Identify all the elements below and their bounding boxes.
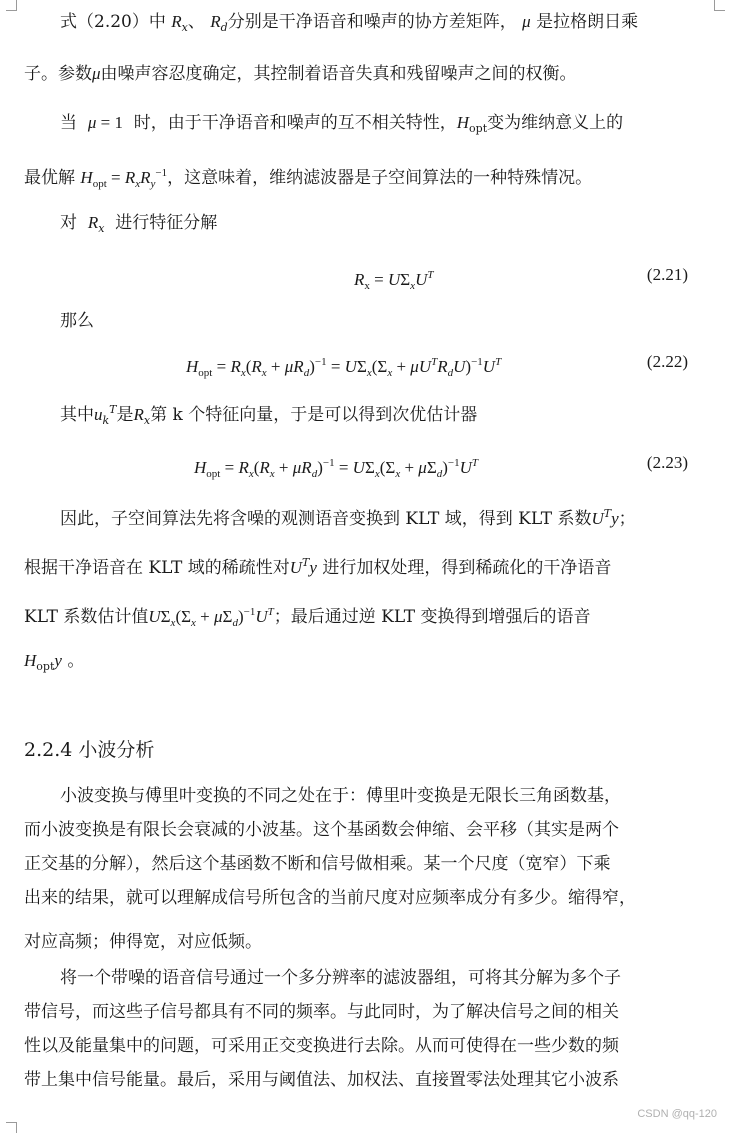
text-line: 正交基的分解），然后这个基函数不断和信号做相乘。某一个尺度（宽窄）下乘 bbox=[24, 854, 611, 874]
text-line: 带信号，而这些子信号都具有不同的频率。与此同时，为了解决信号之间的相关 bbox=[24, 1002, 619, 1022]
text-line: 带上集中信号能量。最后，采用与阈值法、加权法、直接置零法处理其它小波系 bbox=[24, 1070, 619, 1090]
equation-number: (2.23) bbox=[646, 453, 688, 472]
text-line: 性以及能量集中的问题，可采用正交变换进行去除。从而可使得在一些少数的频 bbox=[24, 1036, 619, 1056]
text-line: 出来的结果，就可以理解成信号所包含的当前尺度对应频率成分有多少。缩得窄， bbox=[24, 888, 636, 908]
text-line: 式（2.20）中 $R_x$、 $R_d$分别是干净语音和噪声的协方差矩阵， μ 是拉格朗日乘 bbox=[60, 12, 639, 34]
equation-2-21: $R_x = U\Sigma_xU^T$ bbox=[354, 269, 434, 292]
page-corner-mark bbox=[6, 0, 17, 11]
text-line: 根据干净语音在 KLT 域的稀疏性对$U^Ty$ 进行加权处理，得到稀疏化的干净语音 bbox=[24, 556, 612, 578]
equation-2-23: $H_{opt} = R_x(R_x + \mu R_d)^{-1} = U\Sigma_x(\Sigma_x + \mu\Sigma_d)^{-1}U^T$ bbox=[194, 457, 479, 480]
text-line: 而小波变换是有限长会衰减的小波基。这个基函数会伸缩、会平移（其实是两个 bbox=[24, 820, 619, 840]
watermark: CSDN @qq-120 bbox=[637, 1108, 717, 1120]
text-line: KLT 系数估计值$U\Sigma_x(\Sigma_x + \mu\Sigma_d)^{-1}U^T$；最后通过逆 KLT 变换得到增强后的语音 bbox=[24, 606, 591, 629]
text-line: 将一个带噪的语音信号通过一个多分辨率的滤波器组，可将其分解为多个子 bbox=[60, 968, 621, 988]
text-line: 对应高频；伸得宽，对应低频。 bbox=[24, 932, 262, 952]
text-line: 最优解 $H_{opt} = R_xR_y^{-1}$，这意味着，维纳滤波器是子空间算法的一种特殊情况。 bbox=[24, 167, 593, 190]
text-line: 子。参数μ由噪声容忍度确定，其控制着语音失真和残留噪声之间的权衡。 bbox=[24, 64, 577, 84]
section-heading: 2.2.4 小波分析 bbox=[24, 739, 155, 761]
text-line: 其中$u_k^T$是$R_x$第 k 个特征向量，于是可以得到次优估计器 bbox=[60, 403, 478, 427]
text-line: 那么 bbox=[60, 311, 94, 331]
page-corner-mark bbox=[714, 0, 725, 11]
text-line: 当 μ = 1 时，由于干净语音和噪声的互不相关特性，$H_{opt}$变为维纳意义上的 bbox=[60, 113, 624, 135]
equation-number: (2.21) bbox=[646, 265, 688, 284]
page-corner-mark bbox=[6, 1122, 17, 1133]
equation-2-22: $H_{opt} = R_x(R_x + \mu R_d)^{-1} = U\Sigma_x(\Sigma_x + \mu U^TR_dU)^{-1}U^T$ bbox=[186, 356, 502, 379]
text-line: $H_{opt}y$ 。 bbox=[24, 651, 85, 673]
text-line: 小波变换与傅里叶变换的不同之处在于：傅里叶变换是无限长三角函数基， bbox=[60, 786, 621, 806]
equation-number: (2.22) bbox=[646, 352, 688, 371]
text-line: 因此，子空间算法先将含噪的观测语音变换到 KLT 域，得到 KLT 系数$U^Ty$； bbox=[60, 507, 636, 529]
text-line: 对 $R_x$ 进行特征分解 bbox=[60, 213, 218, 235]
